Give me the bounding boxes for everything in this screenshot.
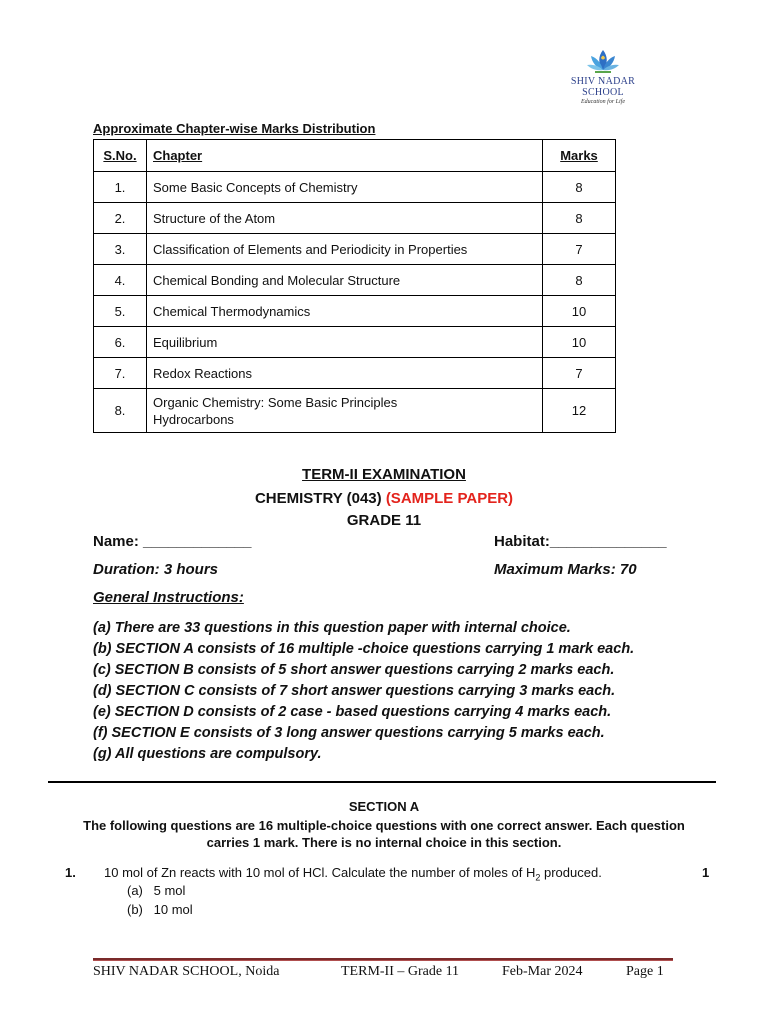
instruction-item: (f) SECTION E consists of 3 long answer questions carrying 5 marks each. [93,725,605,741]
cell-marks: 8 [543,265,616,296]
cell-sno: 8. [94,389,147,433]
table-row [94,203,616,234]
option-label: (a) [127,883,143,898]
cell-chapter [147,296,543,327]
instruction-item: (a) There are 33 questions in this question paper with internal choice. [93,620,571,636]
instruction-item: (e) SECTION D consists of 2 case - based questions carrying 4 marks each. [93,704,612,720]
option-text: 5 mol [153,883,186,898]
question-text-main: 10 mol of Zn reacts with 10 mol of HCl. Calculate the number of moles of H [104,865,536,880]
logo-school-name: SHIV NADAR SCHOOL [570,76,636,98]
header-chapter: Chapter [147,140,543,172]
question-number: 1. [65,865,76,880]
cell-sno: 6. [94,327,147,358]
chapter-name: Redox Reactions [153,365,252,381]
table-row [94,172,616,203]
option-label: (b) [127,902,143,917]
chapter-name: Structure of the Atom [153,210,276,226]
general-instructions-title: General Instructions: [93,589,244,606]
header-marks: Marks [543,140,616,172]
school-logo [553,48,653,105]
cell-sno: 2. [94,203,147,234]
table-body [94,172,616,433]
option-text: 10 mol [153,902,193,917]
chapter-name: Equilibrium [153,334,218,350]
subject-name: CHEMISTRY (043) [254,490,382,507]
duration: Duration: 3 hours [93,561,219,578]
chapter-name: Chemical Bonding and Molecular Structure [153,272,401,288]
cell-marks: 12 [543,389,616,433]
cell-chapter [147,265,543,296]
footer-date: Feb-Mar 2024 [502,964,583,979]
section-a-desc-line: carries 1 mark. There is no internal choice in this section. [206,835,562,850]
cell-sno: 5. [94,296,147,327]
lotus-icon [586,48,620,74]
cell-chapter [147,327,543,358]
footer-page: Page 1 [626,964,664,979]
cell-sno: 4. [94,265,147,296]
chapter-name: Some Basic Concepts of Chemistry [153,179,358,195]
option-a [127,883,185,898]
footer-school: SHIV NADAR SCHOOL, Noida [93,964,280,979]
instruction-item: (d) SECTION C consists of 7 short answer questions carrying 3 marks each. [93,683,616,699]
cell-marks: 7 [543,234,616,265]
chapter-name: Organic Chemistry: Some Basic Principles [153,394,398,410]
cell-chapter [147,172,543,203]
maximum-marks: Maximum Marks: 70 [494,561,637,578]
cell-sno: 1. [94,172,147,203]
chapter-name: Classification of Elements and Periodicity in Properties [153,241,468,257]
habitat-field: Habitat:______________ [494,533,667,550]
section-a-desc-line: The following questions are 16 multiple-choice questions with one correct answer. Each question [83,818,685,833]
instructions-list [93,618,634,765]
section-a-title: SECTION A [348,799,420,814]
footer-rule [93,958,673,961]
cell-chapter [147,203,543,234]
subscript: 2 [535,872,541,883]
marks-distribution-table [93,139,616,433]
table-row [94,296,616,327]
chapter-name: Chemical Thermodynamics [153,303,311,319]
footer-term: TERM-II – Grade 11 [341,964,460,979]
name-field: Name: _____________ [93,533,252,550]
question-marks: 1 [702,865,710,880]
cell-marks: 8 [543,203,616,234]
table-row [94,358,616,389]
table-header-row [94,140,616,172]
option-b [127,902,193,917]
question-text [104,865,602,883]
subject-line [0,490,768,507]
cell-sno: 3. [94,234,147,265]
table-row [94,389,616,433]
cell-chapter [147,389,543,433]
exam-title: TERM-II EXAMINATION [302,466,466,483]
sample-paper-label: (SAMPLE PAPER) [385,490,514,507]
cell-chapter [147,358,543,389]
cell-chapter [147,234,543,265]
cell-marks: 8 [543,172,616,203]
cell-marks: 10 [543,296,616,327]
distribution-title: Approximate Chapter-wise Marks Distribution [93,121,376,136]
instruction-item: (g) All questions are compulsory. [93,746,322,762]
table-row [94,327,616,358]
table-row [94,265,616,296]
question-text-end: produced. [540,865,602,880]
instruction-item: (c) SECTION B consists of 5 short answer questions carrying 2 marks each. [93,662,615,678]
chapter-name: Hydrocarbons [153,411,234,427]
logo-tagline: Education for Life [581,99,625,105]
cell-marks: 10 [543,327,616,358]
cell-sno: 7. [94,358,147,389]
grade-label: GRADE 11 [346,512,422,529]
table-row [94,234,616,265]
section-a-description [0,817,768,851]
cell-marks: 7 [543,358,616,389]
instruction-item: (b) SECTION A consists of 16 multiple -choice questions carrying 1 mark each. [93,641,635,657]
header-sno: S.No. [94,140,147,172]
section-divider [48,781,716,783]
